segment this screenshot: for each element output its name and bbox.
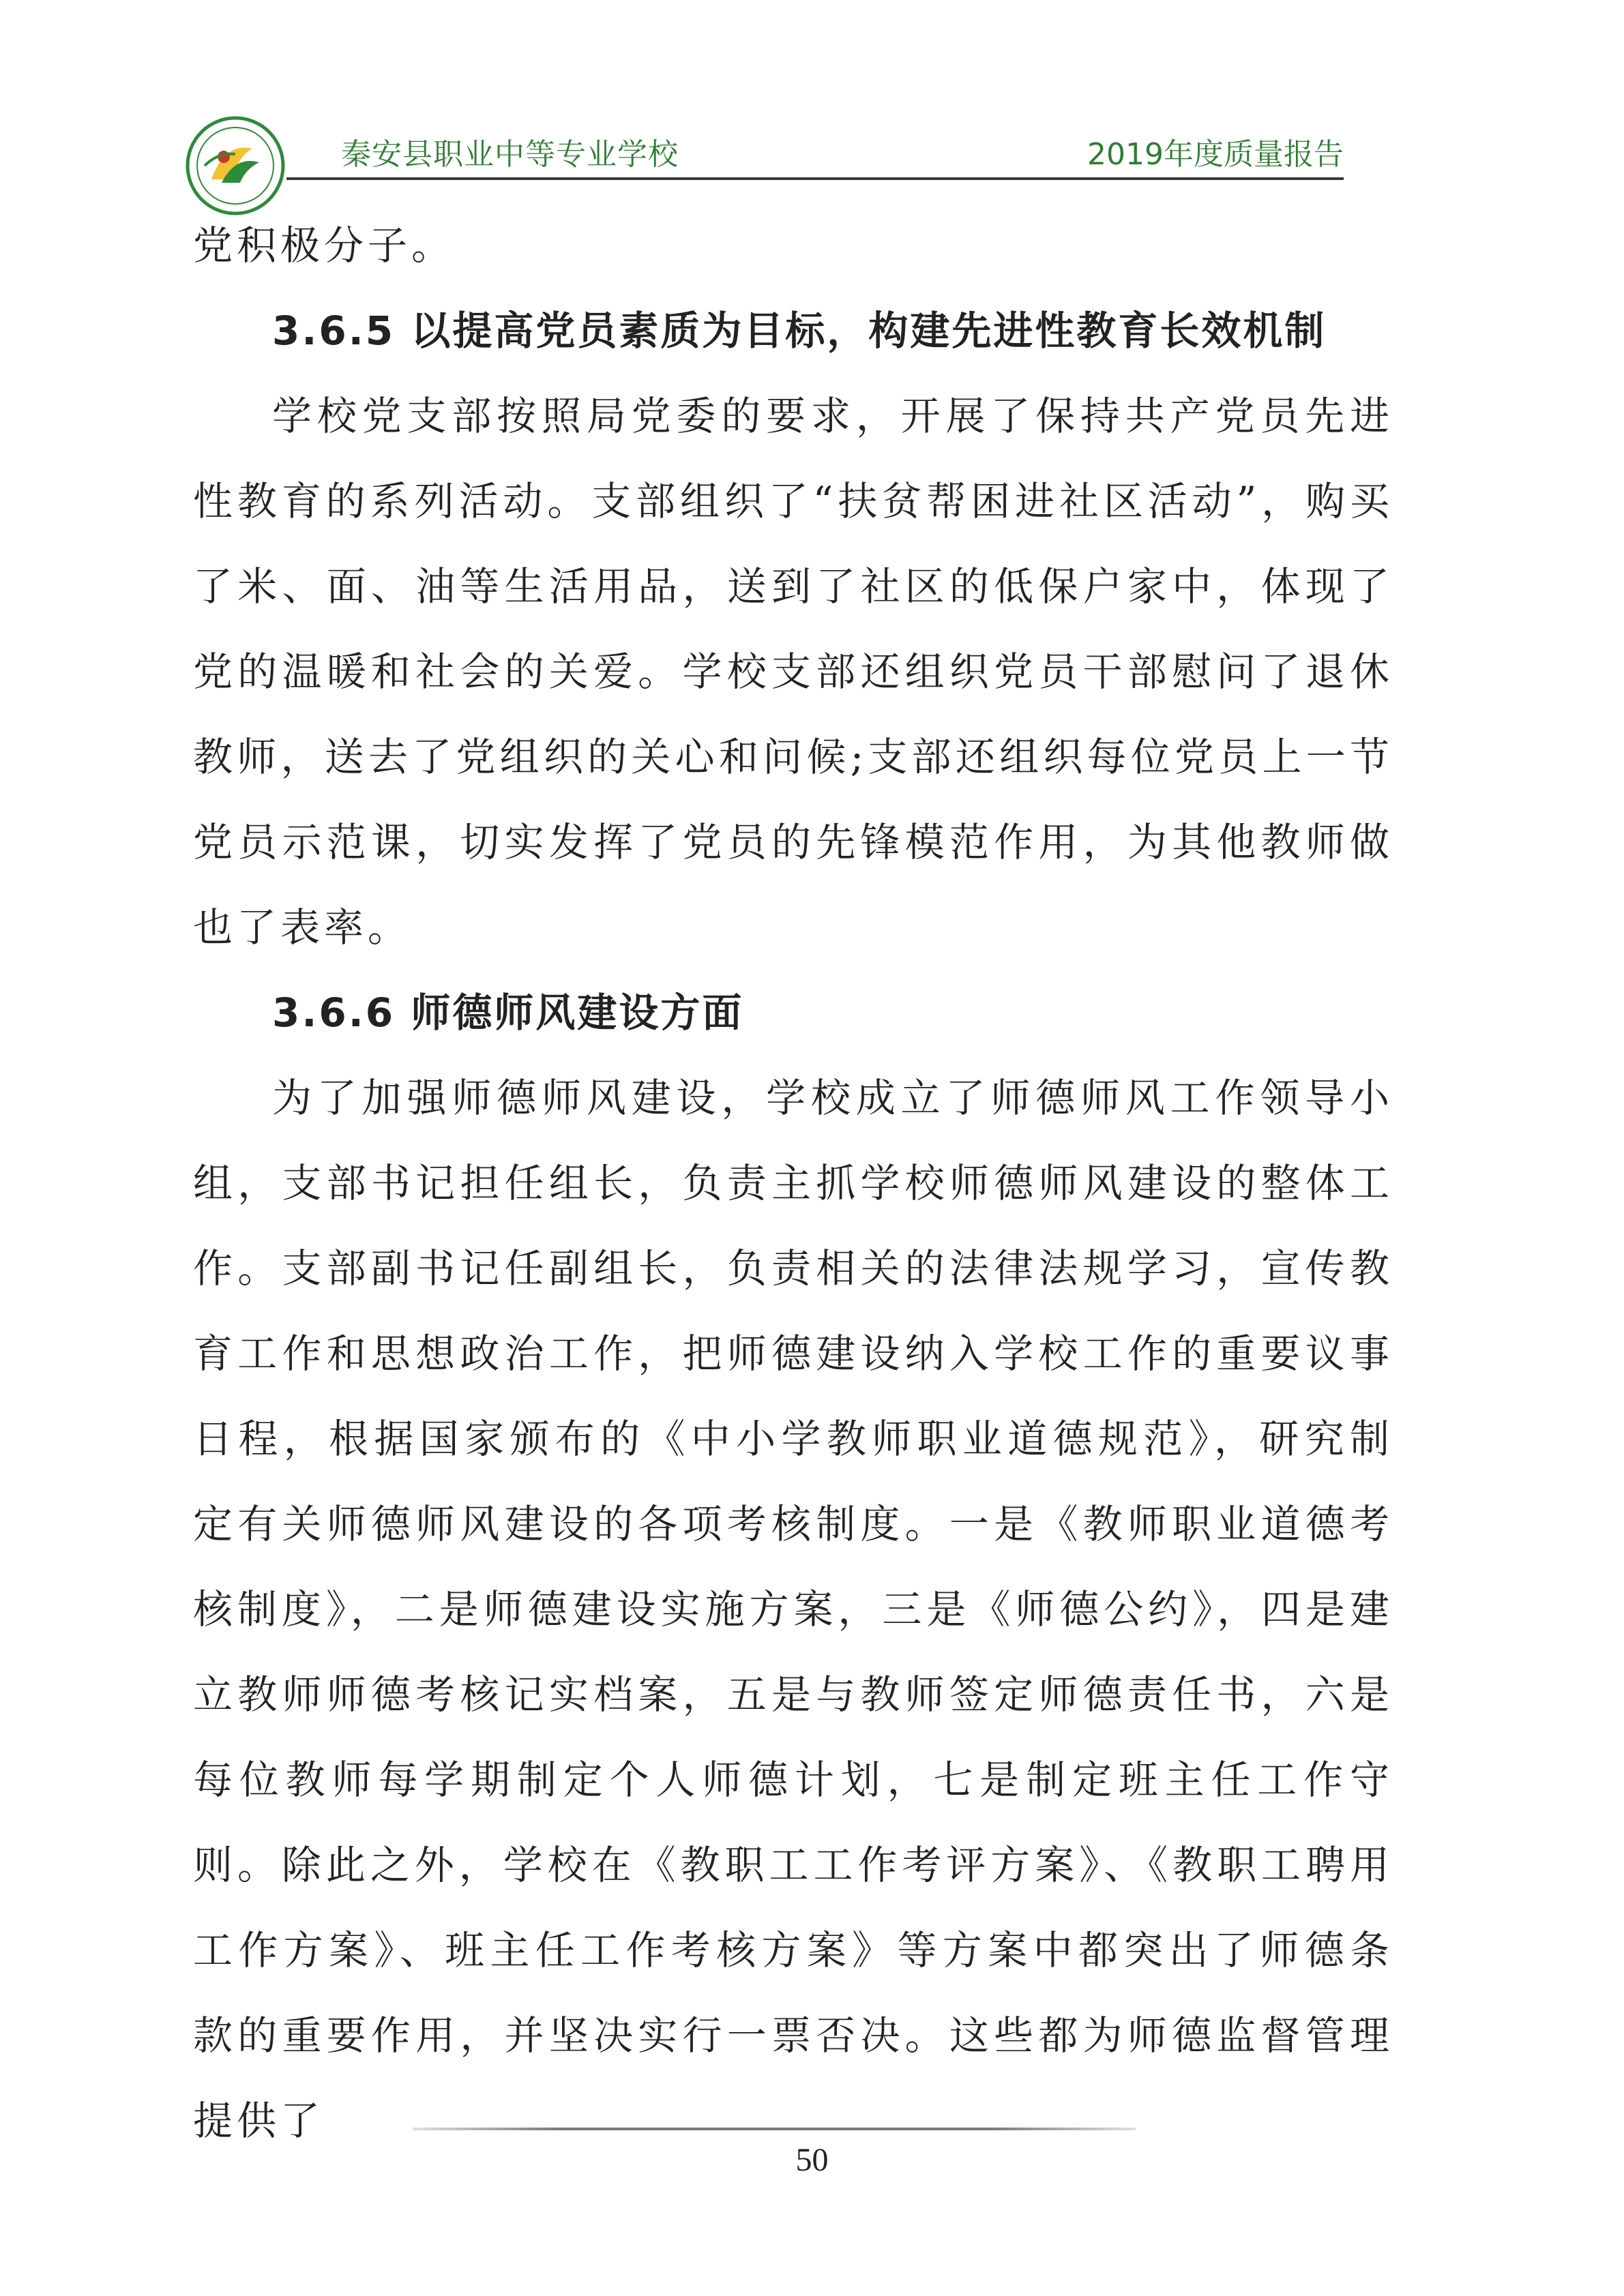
section-heading-3-6-6: 3.6.6 师德师风建设方面 [272,989,744,1036]
page-header [184,109,1344,184]
school-logo-icon [184,115,286,217]
paragraph-3-6-6: 为了加强师德师风建设，学校成立了师德师风工作领导小组，支部书记担任组长，负责主抓学校师德师风建设的整体工作。支部副书记任副组长，负责相关的法律法规学习，宣传教育工作和思想政治工作，把师德建设纳入学校工作的重要议事日程，根据国家颁布的《中小学教师职业道德规范》，研究制定有关师德师风建设的各项考核制度。一是《教师职业道德考核制度》，二是师德建设实施方案，三是《师德公约》，四是建立教师师德考核记实档案，五是与教师签定师德责任书，六是每位教师每学期制定个人师德计划，七是制定班主任工作守则。除此之外，学校在《教职工工作考评方案》、《教职工聘用工作方案》、班主任工作考核方案》等方案中都突出了师德条款的重要作用，并坚决实行一票否决。这些都为师德监督管理提供了 [193,1075,1393,2144]
paragraph-continued: 党积极分子。 [193,222,456,269]
report-title: 2019年度质量报告 [1087,137,1344,172]
school-name: 秦安县职业中等专业学校 [341,137,679,172]
section-heading-3-6-5: 3.6.5 以提高党员素质为目标，构建先进性教育长效机制 [272,308,1327,354]
page-number: 50 [795,2142,829,2178]
paragraph-3-6-5: 学校党支部按照局党委的要求，开展了保持共产党员先进性教育的系列活动。支部组织了“扶贫帮困进社区活动”，购买了米、面、油等生活用品，送到了社区的低保户家中，体现了党的温暖和社会的关爱。学校支部还组织党员干部慰问了退休教师，送去了党组织的关心和问候;支部还组织每位党员上一节党员示范课，切实发挥了党员的先锋模范作用，为其他教师做也了表率。 [193,393,1393,951]
footer-divider [413,2128,1136,2130]
header-divider [286,177,1344,180]
document-body [193,203,1393,2164]
